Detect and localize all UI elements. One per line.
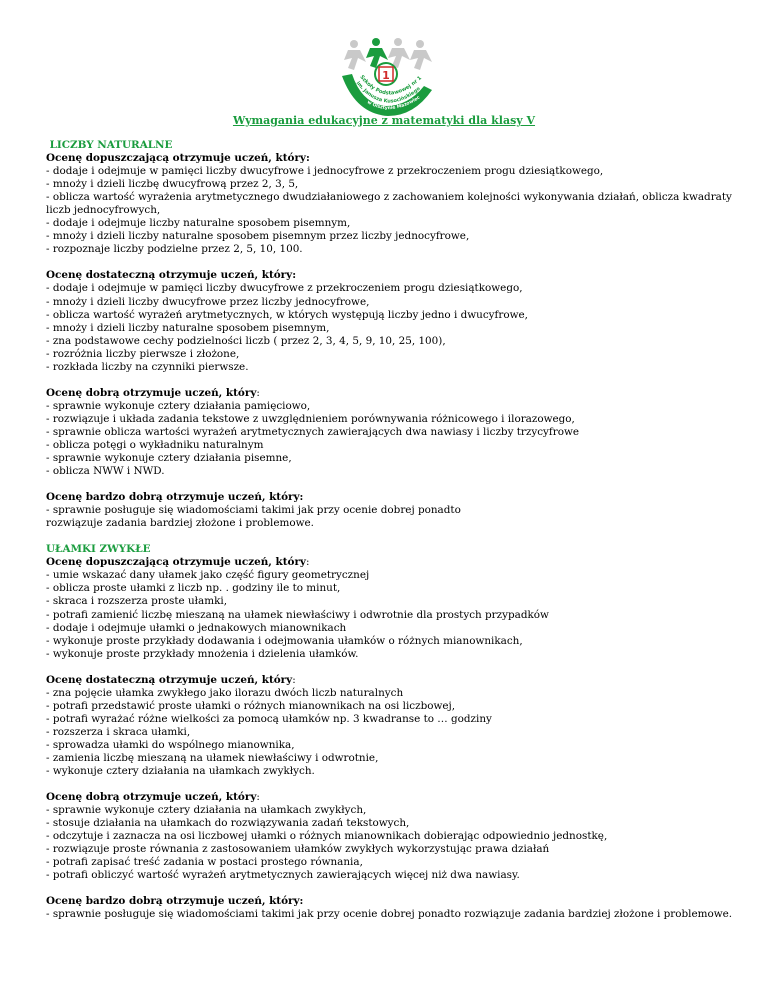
requirement-line: - dodaje i odejmuje w pamięci liczby dwucyfrowe i jednocyfrowe z przekroczeniem progu dziesiątkowego,: [46, 165, 604, 178]
section-heading: UŁAMKI ZWYKŁE: [46, 543, 151, 556]
grade-heading: [46, 895, 746, 908]
requirement-line: - sprawnie oblicza wartości wyrażeń arytmetycznych zawierających dwa nawiasy i liczby trzycyfrowe: [46, 425, 580, 438]
requirement-line: - zna podstawowe cechy podzielności liczb ( przez 2, 3, 4, 5, 9, 10, 25, 100),: [46, 334, 446, 347]
grade-suffix: :: [256, 791, 260, 804]
requirement-line: - rozkłada liczby na czynniki pierwsze.: [46, 360, 249, 373]
requirement-line: - mnoży i dzieli liczbę dwucyfrową przez 2, 3, 5,: [46, 178, 299, 191]
logo-text-2: im. Janusza Kusocińskiego: [354, 80, 422, 105]
grade-heading: [46, 674, 746, 687]
grade-heading: [46, 791, 746, 804]
grade-block: [46, 791, 746, 882]
grade-heading: [46, 269, 746, 282]
requirement-line: - potrafi zamienić liczbę mieszaną na ułamek niewłaściwy i odwrotnie dla prostych przypadków: [46, 608, 549, 621]
requirement-line: - mnoży i dzieli liczby naturalne sposobem pisemnym,: [46, 321, 330, 334]
grade-block: [46, 556, 746, 660]
grade-suffix: :: [256, 386, 260, 399]
section: [46, 543, 746, 921]
grade-label: Ocenę dopuszczającą otrzymuje uczeń, który:: [46, 152, 310, 165]
section-heading: LICZBY NATURALNE: [46, 139, 173, 151]
requirement-line: - wykonuje proste przykłady dodawania i odejmowania ułamków o różnych mianownikach,: [46, 634, 523, 647]
grade-label: Ocenę bardzo dobrą otrzymuje uczeń, który:: [46, 491, 304, 504]
grade-block: [46, 152, 746, 256]
document-title: Wymagania edukacyjne z matematyki dla klasy V: [232, 114, 536, 127]
grade-label: Ocenę dopuszczającą otrzymuje uczeń, który: [46, 556, 306, 569]
requirement-line: - umie wskazać dany ułamek jako część figury geometrycznej: [46, 569, 370, 582]
requirement-line: - dodaje i odejmuje ułamki o jednakowych mianownikach: [46, 621, 347, 634]
grade-suffix: :: [305, 556, 310, 569]
grade-label: Ocenę dostateczną otrzymuje uczeń, który: [46, 673, 293, 686]
logo-text-3: w Olsztynie Mazowiec: [365, 95, 422, 112]
requirement-line: - potrafi obliczyć wartość wyrażeń arytmetycznych zawierających więcej niż dwa nawiasy.: [46, 869, 520, 882]
requirement-line: rozwiązuje zadania bardziej złożone i problemowe.: [46, 517, 314, 530]
grade-suffix: :: [292, 673, 296, 686]
logo-text-1: Szkoły Podstawowej nr 1: [358, 74, 424, 97]
requirement-line: - wykonuje cztery działania na ułamkach zwykłych.: [46, 765, 315, 778]
requirement-line: - zamienia liczbę mieszaną na ułamek niewłaściwy i odwrotnie,: [46, 751, 379, 764]
grade-block: [46, 387, 746, 478]
requirement-line: - sprowadza ułamki do wspólnego mianownika,: [46, 738, 295, 751]
requirement-line: - sprawnie wykonuje cztery działania pisemne,: [46, 452, 292, 465]
requirement-line: - potrafi zapisać treść zadania w postaci prostego równania,: [46, 856, 363, 869]
requirement-line: - oblicza wartość wyrażeń arytmetycznych, w których występują liczby jedno i dwucyfrowe,: [46, 308, 528, 321]
requirement-line: - sprawnie wykonuje cztery działania na ułamkach zwykłych,: [46, 804, 367, 817]
requirement-line: - sprawnie wykonuje cztery działania pamięciowo,: [46, 399, 311, 412]
grade-heading: [46, 556, 746, 569]
requirement-line: - skraca i rozszerza proste ułamki,: [46, 595, 228, 608]
requirement-line: - odczytuje i zaznacza na osi liczbowej ułamki o różnych mianownikach dobierając odpowiednio jednostkę,: [46, 830, 608, 843]
requirement-line: - zna pojęcie ułamka zwykłego jako ilorazu dwóch liczb naturalnych: [46, 686, 404, 699]
grade-block: [46, 895, 746, 921]
requirement-line: - rozwiązuje proste równania z zastosowaniem ułamków zwykłych wykorzystując prawa działań: [46, 843, 550, 856]
grade-block: [46, 269, 746, 373]
grade-heading: [46, 152, 746, 165]
school-logo-graphic: [336, 36, 440, 120]
requirement-line: - oblicza NWW i NWD.: [46, 465, 165, 478]
logo-numeral: 1: [382, 69, 390, 82]
requirement-line: - rozpoznaje liczby podzielne przez 2, 5, 10, 100.: [46, 243, 303, 256]
requirement-line: - potrafi przedstawić proste ułamki o różnych mianownikach na osi liczbowej,: [46, 699, 456, 712]
section: [46, 139, 746, 530]
requirement-line: - rozszerza i skraca ułamki,: [46, 725, 191, 738]
requirement-line: - oblicza wartość wyrażenia arytmetycznego dwudziałaniowego z zachowaniem kolejności wykonywania działań, oblicza kwadraty liczb jednocyfrowych,: [46, 191, 732, 217]
requirement-line: - mnoży i dzieli liczby dwucyfrowe przez liczby jednocyfrowe,: [46, 295, 370, 308]
requirement-line: - oblicza proste ułamki z liczb np. . godziny ile to minut,: [46, 582, 341, 595]
grade-heading: [46, 491, 746, 504]
grade-block: [46, 674, 746, 778]
grade-heading: [46, 387, 746, 400]
requirement-line: - mnoży i dzieli liczby naturalne sposobem pisemnym przez liczby jednocyfrowe,: [46, 230, 470, 243]
grade-label: Ocenę bardzo dobrą otrzymuje uczeń, który:: [46, 895, 304, 908]
requirement-line: - wykonuje proste przykłady mnożenia i dzielenia ułamków.: [46, 647, 359, 660]
grade-label: Ocenę dobrą otrzymuje uczeń, który: [46, 791, 257, 804]
grade-label: Ocenę dobrą otrzymuje uczeń, który: [46, 386, 257, 399]
requirement-line: - dodaje i odejmuje liczby naturalne sposobem pisemnym,: [46, 217, 351, 230]
requirement-line: - oblicza potęgi o wykładniku naturalnym: [46, 438, 264, 451]
sections-container: [46, 139, 746, 921]
school-logo: [336, 36, 440, 120]
requirement-line: - sprawnie posługuje się wiadomościami takimi jak przy ocenie dobrej ponadto: [46, 504, 461, 517]
document-body: [46, 139, 746, 934]
requirement-line: - potrafi wyrażać różne wielkości za pomocą ułamków np. 3 kwadranse to … godziny: [46, 712, 492, 725]
requirement-line: - dodaje i odejmuje w pamięci liczby dwucyfrowe z przekroczeniem progu dziesiątkowego,: [46, 282, 523, 295]
requirement-line: - rozróżnia liczby pierwsze i złożone,: [46, 347, 240, 360]
grade-label: Ocenę dostateczną otrzymuje uczeń, który:: [46, 269, 297, 282]
grade-block: [46, 491, 746, 530]
requirement-line: - rozwiązuje i układa zadania tekstowe z uwzględnieniem porównywania różnicowego i ilorazowego,: [46, 412, 575, 425]
requirement-line: - stosuje działania na ułamkach do rozwiązywania zadań tekstowych,: [46, 817, 410, 830]
requirement-line: - sprawnie posługuje się wiadomościami takimi jak przy ocenie dobrej ponadto rozwiązuje zadania bardziej złożone i problemowe.: [46, 908, 733, 921]
